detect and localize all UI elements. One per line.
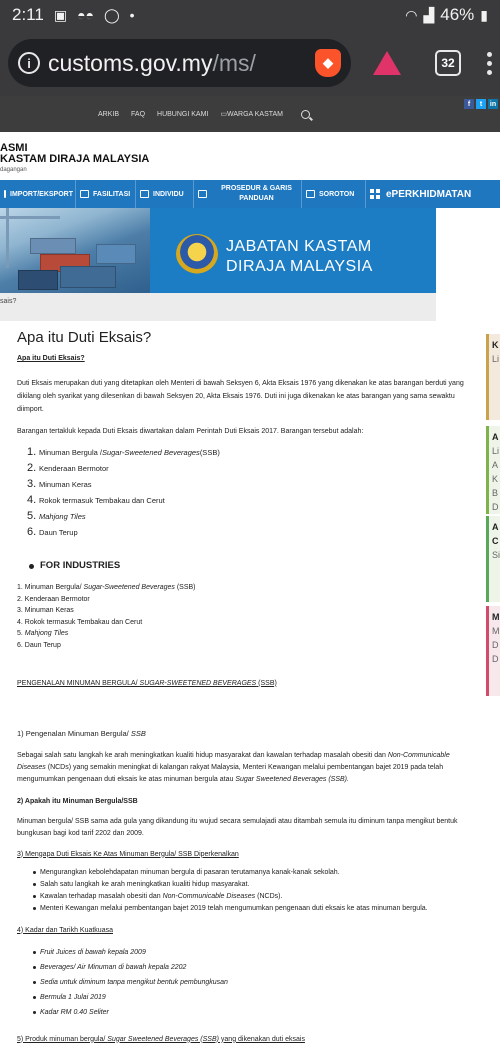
list-item: 1. Minuman Bergula/ Sugar-Sweetened Beverages (SSB) (17, 584, 196, 591)
tabs-button[interactable]: 32 (435, 50, 461, 76)
browser-toolbar (0, 30, 500, 96)
side-card-4[interactable]: M M D D (486, 606, 500, 696)
nav-link-warga[interactable]: ▭WARGA KASTAM (220, 111, 284, 118)
paragraph-apakah: Minuman bergula/ SSB sama ada gula yang dikandung itu wujud secara semulajadi atau ditambah semula itu diminum tanpa mengikut bentuk bungkusan bagi kod tarif 2202 dan 2009. (17, 817, 458, 837)
crest-icon (176, 234, 218, 274)
kadar-list (33, 947, 475, 1022)
banner-title-2: DIRAJA MALAYSIA (226, 258, 373, 275)
list-item: Sedia untuk diminum tanpa mengikut bentuk pembungkusan (33, 977, 475, 992)
list-item: 1. Minuman Bergula / Sugar-Sweetened Beverages (SSB) (27, 446, 220, 458)
heading-apakah: 2) Apakah itu Minuman Bergula/SSB (17, 797, 138, 805)
battery-icon: ▮ (480, 6, 488, 23)
more-menu-icon[interactable] (487, 52, 492, 75)
search-icon[interactable] (301, 110, 310, 119)
section-heading-ssb: PENGENALAN MINUMAN BERGULA/ SUGAR-SWEETENED BEVERAGES (SSB) (17, 679, 277, 687)
goods-list (27, 446, 475, 542)
list-item: 5. Mahjong Tiles (17, 630, 69, 638)
side-card-1[interactable]: K Li (486, 334, 500, 420)
side-card-2[interactable]: A Li A K B D (486, 426, 500, 514)
list-item: 4. Rokok termasuk Tembakau dan Cerut (17, 618, 143, 626)
heading-produk: 5) Produk minuman bergula/ Sugar Sweetened Beverages (SSB) yang dikenakan duti eksais (17, 1035, 305, 1043)
grid-icon (370, 189, 380, 199)
list-item: Beverages/ Air Minuman di bawah kepala 2202 (33, 962, 475, 977)
mengapa-list (33, 867, 475, 915)
menu-eperkhidmatan[interactable]: ePERKHIDMATAN (366, 180, 500, 208)
facebook-icon[interactable]: f (464, 99, 474, 109)
logo-line-3: dagangan (0, 167, 27, 173)
heading-kadar: 4) Kadar dan Tarikh Kuatkuasa (17, 926, 113, 934)
menu-import-eksport[interactable]: IMPORT/EKSPORT (0, 180, 76, 208)
brave-shield-icon[interactable]: ◆ (315, 49, 341, 77)
info-icon[interactable]: i (18, 52, 40, 74)
industries-heading: FOR INDUSTRIES (29, 560, 475, 572)
battery-level: 46% (440, 5, 475, 24)
signal-icon: ▟ (423, 6, 435, 23)
main-nav (0, 180, 500, 208)
industries-list (17, 582, 475, 652)
dot-icon: • (129, 7, 135, 23)
paragraph-definition: Duti Eksais merupakan duti yang ditetapkan oleh Menteri di bawah Seksyen 6, Akta Eksais 1976 yang dikenakan ke atas barangan berduti yang dikilang oleh syarikat yang dilesenkan di bawah Seksyen 20, Akta Eksais 1976. Duti ini juga dikenakan ke atas barangan yang sama sewaktu diimport. (17, 380, 464, 413)
list-item: 5. Mahjong Tiles (27, 510, 86, 522)
list-item: Bermula 1 Julai 2019 (33, 992, 475, 1007)
heading-mengapa: 3) Mengapa Duti Eksais Ke Atas Minuman Bergula/ SSB Diperkenalkan (17, 850, 239, 858)
list-item: Kadar RM 0.40 Seliter (33, 1007, 475, 1022)
import-icon (4, 190, 6, 198)
nav-link-arkib[interactable]: ARKIB (98, 110, 120, 118)
list-item: Kawalan terhadap masalah obesiti dan Non-Communicable Diseases (NCDs). (33, 891, 475, 903)
list-item: 6. Daun Terup (27, 526, 78, 538)
banner-title-1: JABATAN KASTAM (226, 238, 372, 255)
list-item: Fruit Juices di bawah kepala 2009 (33, 947, 475, 962)
fasilitasi-icon (80, 190, 89, 198)
list-item: 3. Minuman Keras (17, 607, 74, 615)
article-content (17, 329, 475, 1054)
paragraph-goods: Barangan tertakluk kepada Duti Eksais diwartakan dalam Perintah Duti Eksais 2017. Barangan tersebut adalah: (17, 428, 364, 435)
logo-line-1: ASMI (0, 142, 28, 154)
list-item: Mengurangkan kebolehdapatan minuman bergula di pasaran terutamanya kanak-kanak sekolah. (33, 867, 475, 879)
paragraph-pengenalan: Sebagai salah satu langkah ke arah meningkatkan kualiti hidup masyarakat dan kawalan terhadap masalah obesiti dan Non-Communicable Diseases (NCDs) yang semakin meningkat di kalangan rakyat Malaysia, Menteri Kewangan melalui pembentangan bajet 2019 pada telah mengumumkan pengenaan duti eksais ke atas minuman bergula atau Sugar Sweetened Beverages (SSB). (17, 751, 450, 783)
twitter-icon[interactable]: t (476, 99, 486, 109)
bullet-icon (29, 564, 34, 569)
linkedin-icon[interactable]: in (489, 100, 497, 108)
status-time: 2:11 (12, 5, 44, 24)
hero-banner (0, 208, 436, 293)
menu-fasilitasi[interactable]: FASILITASI (76, 180, 136, 208)
menu-individu[interactable]: INDIVIDU (136, 180, 194, 208)
whatsapp-icon: ◯ (103, 6, 120, 23)
page-title: Apa itu Duti Eksais? (17, 329, 152, 346)
heading-pengenalan: 1) Pengenalan Minuman Bergula/ SSB (17, 728, 146, 738)
book-icon (194, 180, 212, 208)
address-bar[interactable] (8, 39, 351, 87)
list-item: Menteri Kewangan melalui pembentangan bajet 2019 telah mengumumkan pengenaan duti eksais ke atas minuman bergula. (33, 903, 475, 915)
breadcrumb: sais? (0, 293, 436, 321)
logo-line-2: KASTAM DIRAJA MALAYSIA (0, 153, 150, 165)
nav-link-faq[interactable]: FAQ (131, 110, 146, 118)
list-item: Salah satu langkah ke arah meningkatkan kualiti hidup masyarakat. (33, 879, 475, 891)
list-item: 3. Minuman Keras (27, 478, 92, 490)
status-bar (0, 0, 500, 30)
gallery-icon: ▣ (53, 6, 68, 23)
url-text[interactable]: customs.gov.my/ms/ (48, 49, 256, 76)
menu-soroton[interactable]: SOROTON (302, 180, 366, 208)
menu-prosedur[interactable]: PROSEDUR & GARIS PANDUAN (212, 180, 302, 208)
container-port-image (0, 208, 150, 293)
glasses-icon: ◓◓ (77, 7, 94, 23)
list-item: 2. Kenderaan Bermotor (27, 462, 109, 474)
logo-strip (0, 132, 500, 180)
site-top-nav (0, 96, 500, 132)
brave-rewards-icon[interactable] (373, 51, 401, 75)
list-item: 4. Rokok termasuk Tembakau dan Cerut (27, 494, 165, 506)
article-subhead: Apa itu Duti Eksais? (17, 355, 85, 362)
nav-link-hubungi[interactable]: HUBUNGI KAMI (157, 110, 209, 118)
individu-icon (140, 190, 149, 198)
wifi-icon: ◠ (405, 6, 418, 23)
list-item: 6. Daun Terup (17, 641, 61, 649)
side-card-3[interactable]: A C Si (486, 516, 500, 602)
list-item: 2. Kenderaan Bermotor (17, 595, 90, 603)
soroton-icon (306, 190, 315, 198)
